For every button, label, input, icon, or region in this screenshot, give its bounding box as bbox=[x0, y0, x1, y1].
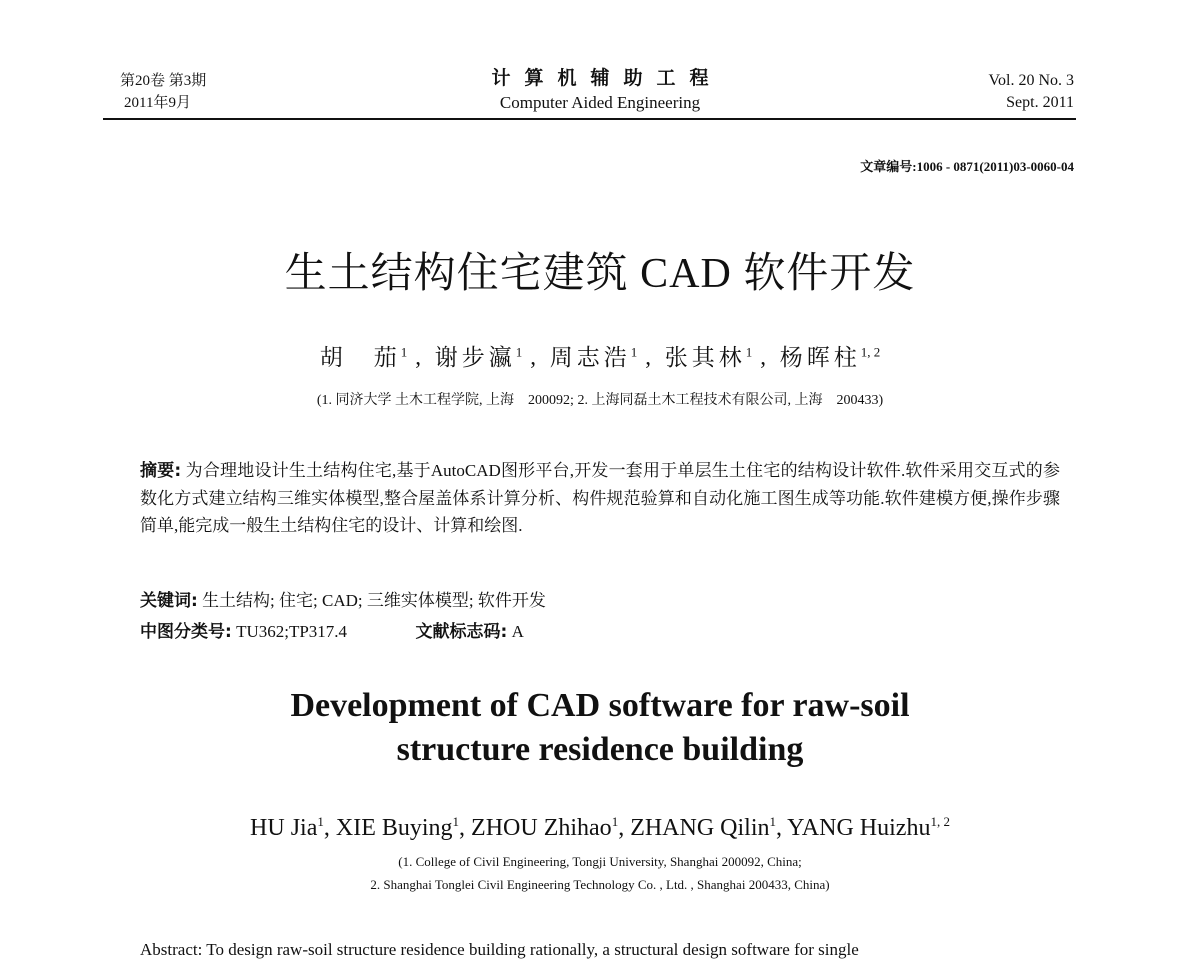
journal-name-en: Computer Aided Engineering bbox=[499, 93, 701, 112]
date-en: Sept. 2011 bbox=[1006, 94, 1074, 111]
affiliation-cn: (1. 同济大学 土木工程学院, 上海 200092; 2. 上海同磊土木工程技术有限公司, 上海 200433) bbox=[316, 393, 884, 408]
author-en: YANG Huizhu$^{1, 2}$ bbox=[787, 814, 950, 841]
article-number: 文章编号:1006 - 0871(2011)03-0060-04 bbox=[860, 159, 1074, 174]
title-en bbox=[0, 684, 1200, 772]
clc-value: TU362;TP317.4 bbox=[236, 622, 348, 641]
author-en: ZHOU Zhihao$^1$ bbox=[471, 814, 619, 841]
authors-en: HU Jia$^1$, XIE Buying$^1$, ZHOU Zhihao$^1$, ZHANG Qilin$^1$, YANG Huizhu$^{1, 2}$ bbox=[250, 814, 950, 841]
abstract-text-cn: 为合理地设计生土结构住宅,基于AutoCAD图形平台,开发一套用于单层生土住宅的结构设计软件.软件采用交互式的参数化方式建立结构三维实体模型,整合屋盖体系计算分析、构件规范验算和自动化施工图生成等功能.软件建模方便,操作步骤简单,能完成一般生土结构住宅的设计、计算和绘图. bbox=[140, 461, 1060, 535]
volume-issue-en: Vol. 20 No. 3 bbox=[988, 72, 1074, 89]
author-cn: 张其林$^1$ bbox=[664, 344, 753, 370]
author-cn: 谢步瀛$^1$ bbox=[434, 344, 523, 370]
keywords-cn bbox=[140, 587, 546, 615]
keywords-text-cn: 生土结构; 住宅; CAD; 三维实体模型; 软件开发 bbox=[202, 591, 546, 610]
abstract-cn bbox=[140, 457, 1060, 539]
author-en: XIE Buying$^1$ bbox=[335, 814, 460, 841]
title-en-line1: Development of CAD software for raw-soil bbox=[290, 687, 910, 724]
author-en: HU Jia$^1$ bbox=[250, 814, 324, 841]
affiliation-en-line1: (1. College of Civil Engineering, Tongji University, Shanghai 200092, China; bbox=[398, 854, 802, 869]
abstract-en-partial: Abstract: To design raw-soil structure residence building rationally, a structural design software for single bbox=[140, 940, 859, 959]
author-cn: 杨晖柱$^{1, 2}$ bbox=[779, 344, 881, 370]
journal-name-cn: 计算机辅助工程 bbox=[491, 68, 723, 89]
doc-code-label: 文献标志码: bbox=[415, 622, 508, 642]
date-cn: 2011年9月 bbox=[124, 95, 191, 111]
volume-issue-cn: 第20卷 第3期 bbox=[120, 73, 207, 89]
author-en: ZHANG Qilin$^1$ bbox=[630, 814, 777, 841]
author-cn: 周志浩$^1$ bbox=[549, 344, 638, 370]
clc-label: 中图分类号: bbox=[140, 622, 232, 642]
running-header-right bbox=[989, 70, 1075, 114]
author-cn: 胡 茄$^1$ bbox=[319, 344, 408, 370]
classification-row bbox=[140, 618, 524, 646]
authors-cn: 胡 茄$^1$ , 谢步瀛$^1$ , 周志浩$^1$ , 张其林$^1$ , 杨晖柱$^{1, 2}$ bbox=[319, 344, 881, 370]
abstract-label-cn: 摘要: bbox=[140, 461, 182, 481]
title-en-line2: structure residence building bbox=[396, 731, 804, 768]
affiliation-en-line2: 2. Shanghai Tonglei Civil Engineering Technology Co. , Ltd. , Shanghai 200433, China) bbox=[370, 877, 830, 892]
title-cn: 生土结构住宅建筑 CAD 软件开发 bbox=[284, 251, 916, 297]
header-rule bbox=[103, 118, 1076, 120]
doc-code-value: A bbox=[511, 622, 524, 641]
keywords-label-cn: 关键词: bbox=[140, 591, 198, 611]
affiliation-en bbox=[0, 850, 1200, 896]
